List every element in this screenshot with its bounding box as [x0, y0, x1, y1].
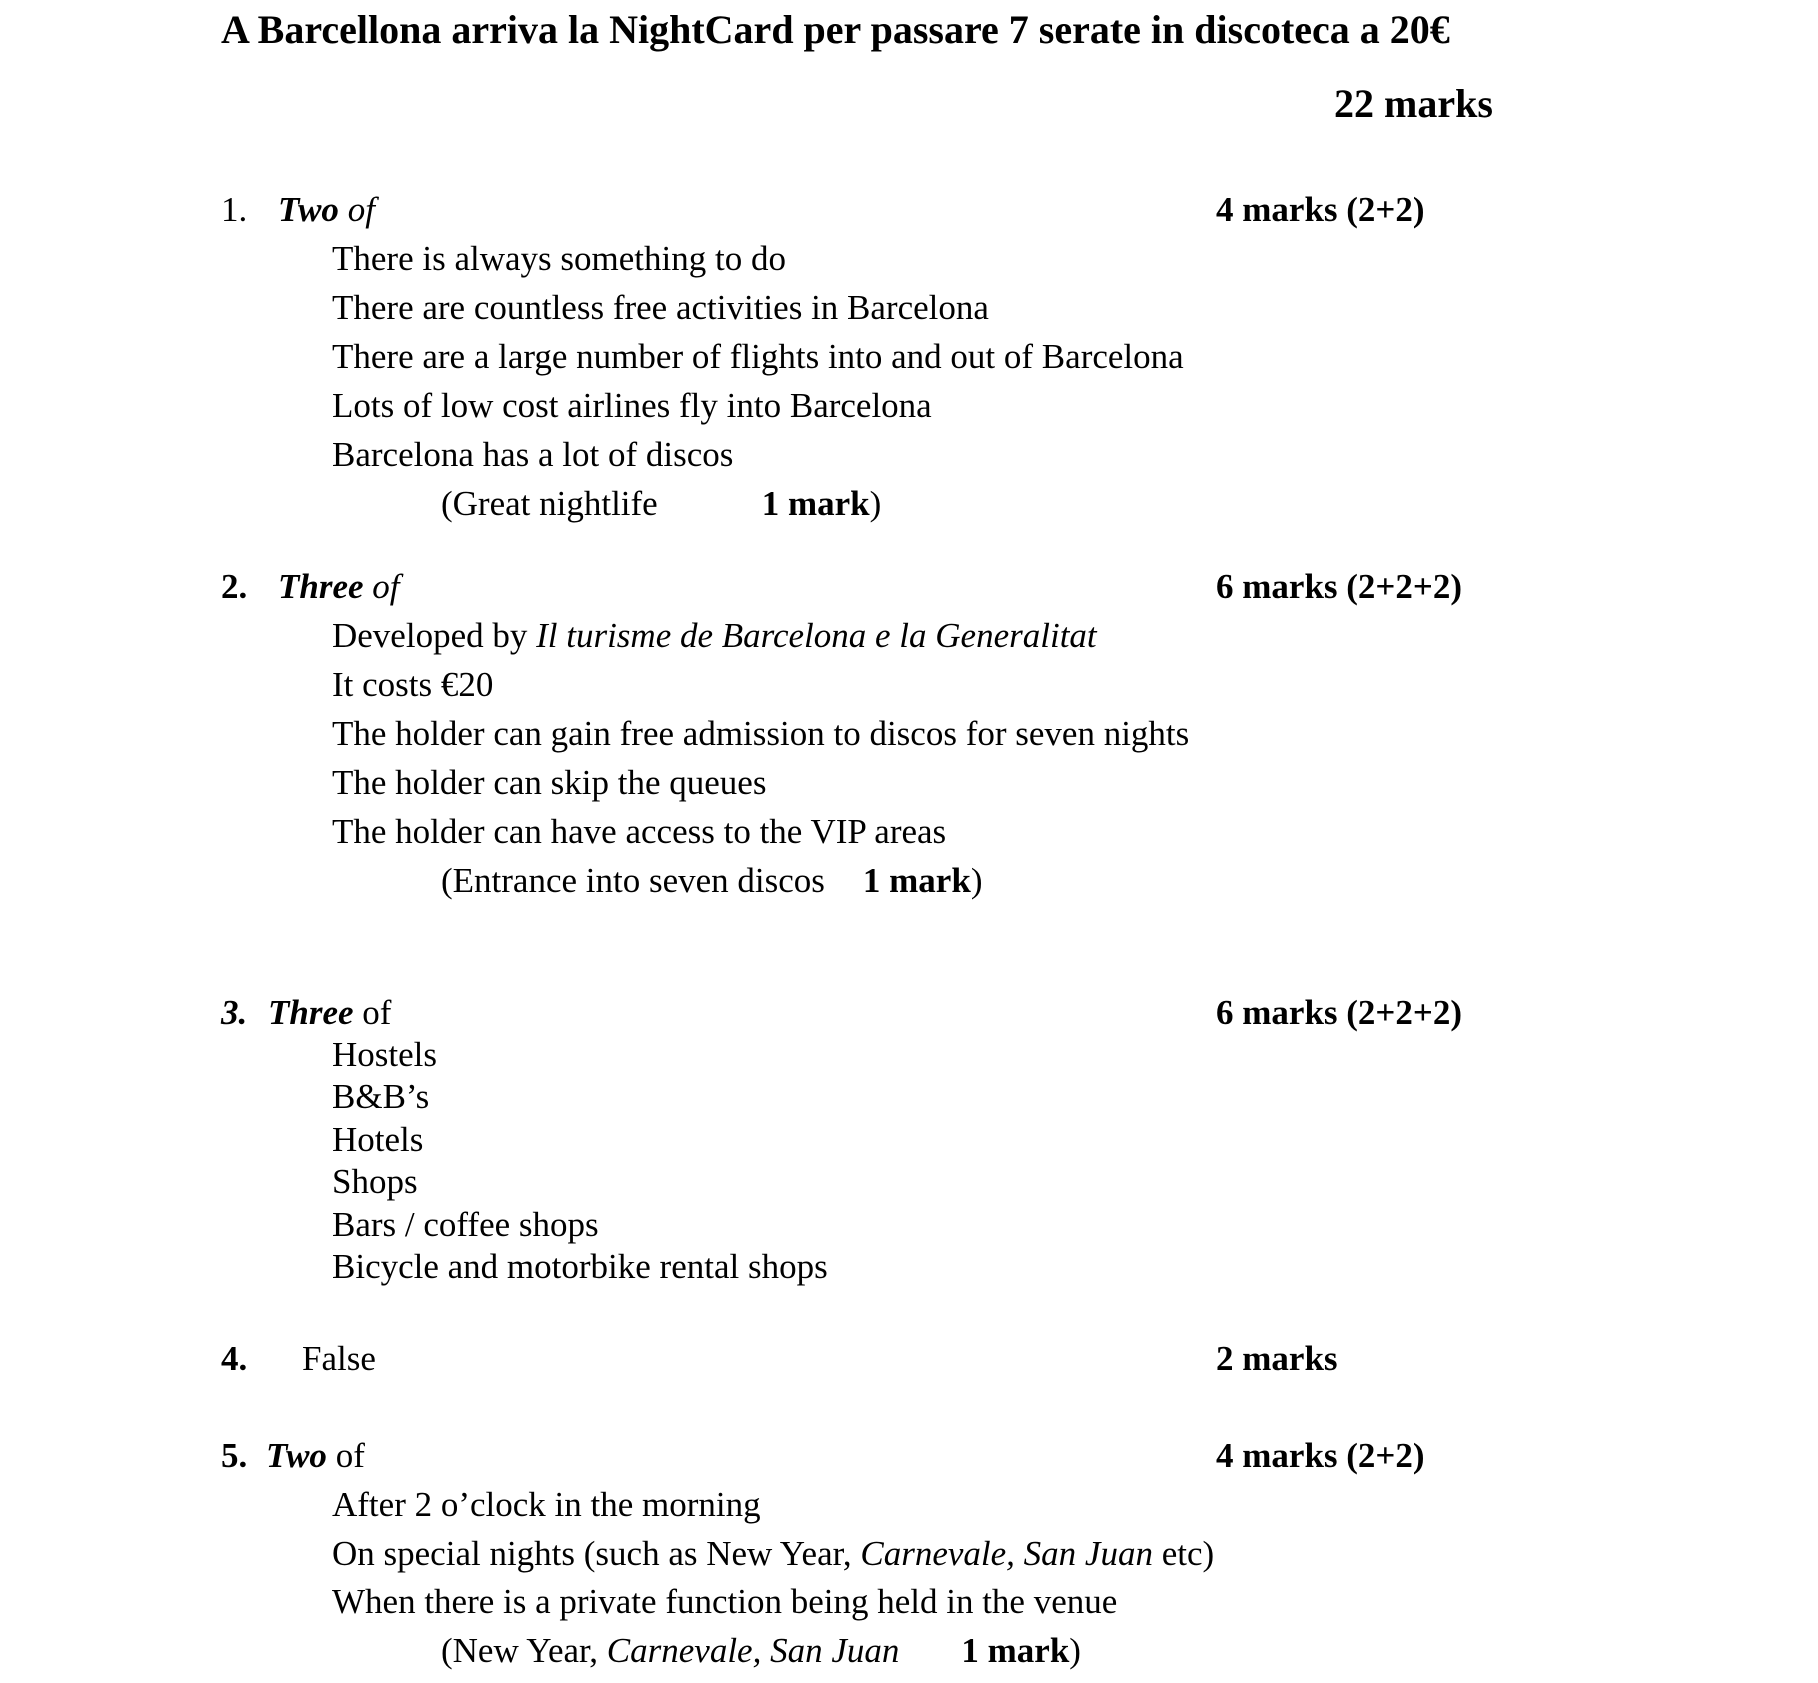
question-3-marks: 6 marks (2+2+2)	[1216, 993, 1462, 1032]
question-4-header	[221, 1339, 376, 1379]
question-5-answer	[332, 1534, 1214, 1574]
question-5-marks: 4 marks (2+2)	[1216, 1436, 1425, 1475]
question-qualifier: Three	[268, 993, 354, 1032]
note-close: )	[970, 861, 983, 900]
question-qualifier: Two	[278, 190, 339, 229]
note-text: (Entrance into seven discos	[441, 861, 825, 900]
total-marks: 22 marks	[1334, 81, 1493, 126]
question-2-answer: The holder can skip the queues	[332, 763, 767, 802]
note-mark: 1 mark	[761, 484, 870, 523]
question-1-answer: There is always something to do	[332, 239, 786, 278]
question-5-header	[221, 1436, 365, 1476]
question-of: of	[347, 190, 375, 229]
question-1-note	[441, 484, 881, 524]
question-1-marks: 4 marks (2+2)	[1216, 190, 1425, 229]
note-text: (Great nightlife	[441, 484, 658, 523]
question-2-header	[221, 567, 400, 607]
question-5-answer: After 2 o’clock in the morning	[332, 1485, 761, 1524]
question-2-marks: 6 marks (2+2+2)	[1216, 567, 1462, 606]
question-number: 5.	[221, 1436, 248, 1475]
question-2-answer	[332, 616, 1097, 656]
question-1-answer: Barcelona has a lot of discos	[332, 435, 734, 474]
question-3-answer: Hostels	[332, 1035, 437, 1074]
question-5-answer: When there is a private function being held in the venue	[332, 1582, 1118, 1621]
answer-prefix: Developed by	[332, 616, 537, 655]
note-close: )	[1069, 1631, 1081, 1670]
question-number: 4.	[221, 1339, 248, 1378]
answer-italic: Carnevale, San Juan	[860, 1534, 1153, 1573]
question-of: of	[335, 1436, 365, 1475]
question-1-answer: Lots of low cost airlines fly into Barcelona	[332, 386, 932, 425]
question-answer: False	[302, 1339, 376, 1378]
answer-italic: Il turisme de Barcelona e la Generalitat	[536, 616, 1097, 655]
question-1-header	[221, 190, 375, 230]
question-of: of	[362, 993, 392, 1032]
question-2-answer: The holder can have access to the VIP areas	[332, 812, 947, 851]
question-4-marks: 2 marks	[1216, 1339, 1338, 1378]
question-3-answer: Bars / coffee shops	[332, 1205, 599, 1244]
question-3-answer: B&B’s	[332, 1077, 430, 1116]
question-number: 1.	[221, 190, 248, 229]
question-1-answer: There are countless free activities in Barcelona	[332, 288, 989, 327]
page-title: A Barcellona arriva la NightCard per passare 7 serate in discoteca a 20€	[221, 7, 1450, 52]
question-2-answer: It costs €20	[332, 665, 494, 704]
question-qualifier: Three	[278, 567, 364, 606]
question-3-answer: Bicycle and motorbike rental shops	[332, 1247, 828, 1286]
answer-suffix: etc)	[1152, 1534, 1215, 1573]
question-of: of	[372, 567, 400, 606]
note-text: (New Year,	[441, 1631, 607, 1670]
note-mark: 1 mark	[862, 861, 971, 900]
note-italic: Carnevale, San Juan	[606, 1631, 900, 1670]
note-mark: 1 mark	[961, 1631, 1070, 1670]
note-close: )	[869, 484, 882, 523]
question-1-answer: There are a large number of flights into and out of Barcelona	[332, 337, 1184, 376]
question-number: 2.	[221, 567, 248, 606]
question-3-header	[221, 993, 391, 1033]
question-2-note	[441, 861, 982, 901]
question-5-note	[441, 1631, 1081, 1671]
question-3-answer: Hotels	[332, 1120, 424, 1159]
answer-prefix: On special nights (such as New Year,	[332, 1534, 861, 1573]
question-3-answer: Shops	[332, 1162, 418, 1201]
question-number: 3.	[221, 993, 248, 1032]
question-2-answer: The holder can gain free admission to discos for seven nights	[332, 714, 1190, 753]
question-qualifier: Two	[266, 1436, 327, 1475]
